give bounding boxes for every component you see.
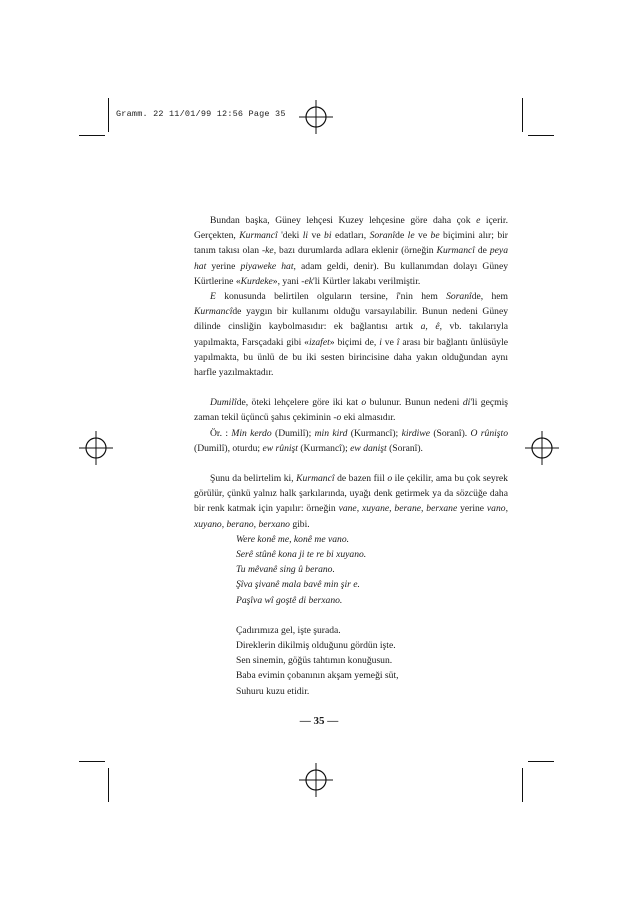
crop-mark-top-right-v xyxy=(522,98,523,132)
paragraph-examples: Ör. : Min kerdo (Dumilî); min kird (Kurmancî); kirdiwe (Soranî). O rûnişto (Dumilî), oturdu; ew rûnişt (Kurmancî); ew danişt (Soranî). xyxy=(194,427,508,454)
verse-line: Serê stûnê kona ji te re bi xuyano. xyxy=(236,549,367,561)
verse-line: Direklerin dikilmiş olduğunu gördün işte. xyxy=(236,640,396,652)
crop-mark-top-right-h xyxy=(528,135,554,136)
crop-mark-bottom-right-h xyxy=(528,761,554,762)
paragraph-southern-dialect: Bundan başka, Güney lehçesi Kuzey lehçesine göre daha çok e içerir. Gerçekten, Kurmancî 'deki li ve bi edatları, Soranîde le ve be biçimini alır; bir tanım takısı olan -ke, bazı durumlarda adlara eklenir (örneğin Kurmancî de peya hat yerine piyaweke hat, adam geldi, denir). Bu kullanımdan dolayı Güney Kürtlerine «Kurdeke», yani -ek'li Kürtler lakabı verilmiştir. xyxy=(194,215,508,287)
crop-mark-bottom-right-v xyxy=(522,768,523,802)
verse-line: Baba evimin çobanının akşam yemeği süt, xyxy=(236,670,399,682)
verse-line: Sen sinemin, göğüs tahtımın konuğusun. xyxy=(236,655,393,667)
crop-mark-top-left-h xyxy=(79,135,105,136)
body-text xyxy=(194,213,508,699)
registration-mark-top-icon xyxy=(299,100,333,134)
verse-line: Tu mêvanê sing û berano. xyxy=(236,564,335,576)
print-slug: Gramm. 22 11/01/99 12:56 Page 35 xyxy=(116,109,286,119)
paragraph-dumili: Dumilîde, öteki lehçelere göre iki kat o bulunur. Bunun nedeni di'li geçmiş zaman tekil üçüncü şahıs çekiminin -o eki almasıdır. xyxy=(194,397,508,424)
crop-mark-bottom-left-v xyxy=(108,768,109,802)
verse-kurdish xyxy=(194,532,508,608)
crop-mark-top-left-v xyxy=(108,98,109,132)
verse-line: Suhuru kuzu etidir. xyxy=(236,685,310,697)
registration-mark-bottom-icon xyxy=(299,763,333,797)
registration-mark-right-icon xyxy=(525,431,559,465)
verse-turkish xyxy=(194,623,508,699)
verse-line: Were konê me, konê me vano. xyxy=(236,533,350,545)
registration-mark-left-icon xyxy=(79,431,113,465)
paragraph-vowel-i: E konusunda belirtilen olguların tersine, î'nin hem Soranîde, hem Kurmancîde yaygın bir kullanımı olduğu varsayılabilir. Bunun nedeni Güney dilinde cinsliğin kaybolmasıdır: ek bağlantısı artık a, ê, vb. takılarıyla yapılmakta, Farsçadaki gibi «izafet» biçimi de, i ve î arası bir bağlantı ünlüsüyle yapılmakta, bu ünlü de bu iki sesten birincisine daha yakın olduğundan aynı harfle yazılmaktadır. xyxy=(194,291,508,379)
crop-mark-bottom-left-h xyxy=(79,761,105,762)
verse-line: Paşîva wî goştê di berxano. xyxy=(236,594,343,606)
page-number: — 35 — xyxy=(299,715,339,727)
verse-line: Çadırımıza gel, işte şurada. xyxy=(236,624,341,636)
paragraph-kurmanci-o: Şunu da belirtelim ki, Kurmancî de bazen fiil o ile çekilir, ama bu çok seyrek görülür, çünkü yalnız halk şarkılarında, uyağı denk getirmek ya da sözcüğe daha bir renk katmak için yapılır: örneğin vane, xuyane, berane, berxane yerine vano, xuyano, berano, berxano gibi. xyxy=(194,473,508,530)
verse-line: Şîva şivanê mala bavê min şir e. xyxy=(236,579,360,591)
